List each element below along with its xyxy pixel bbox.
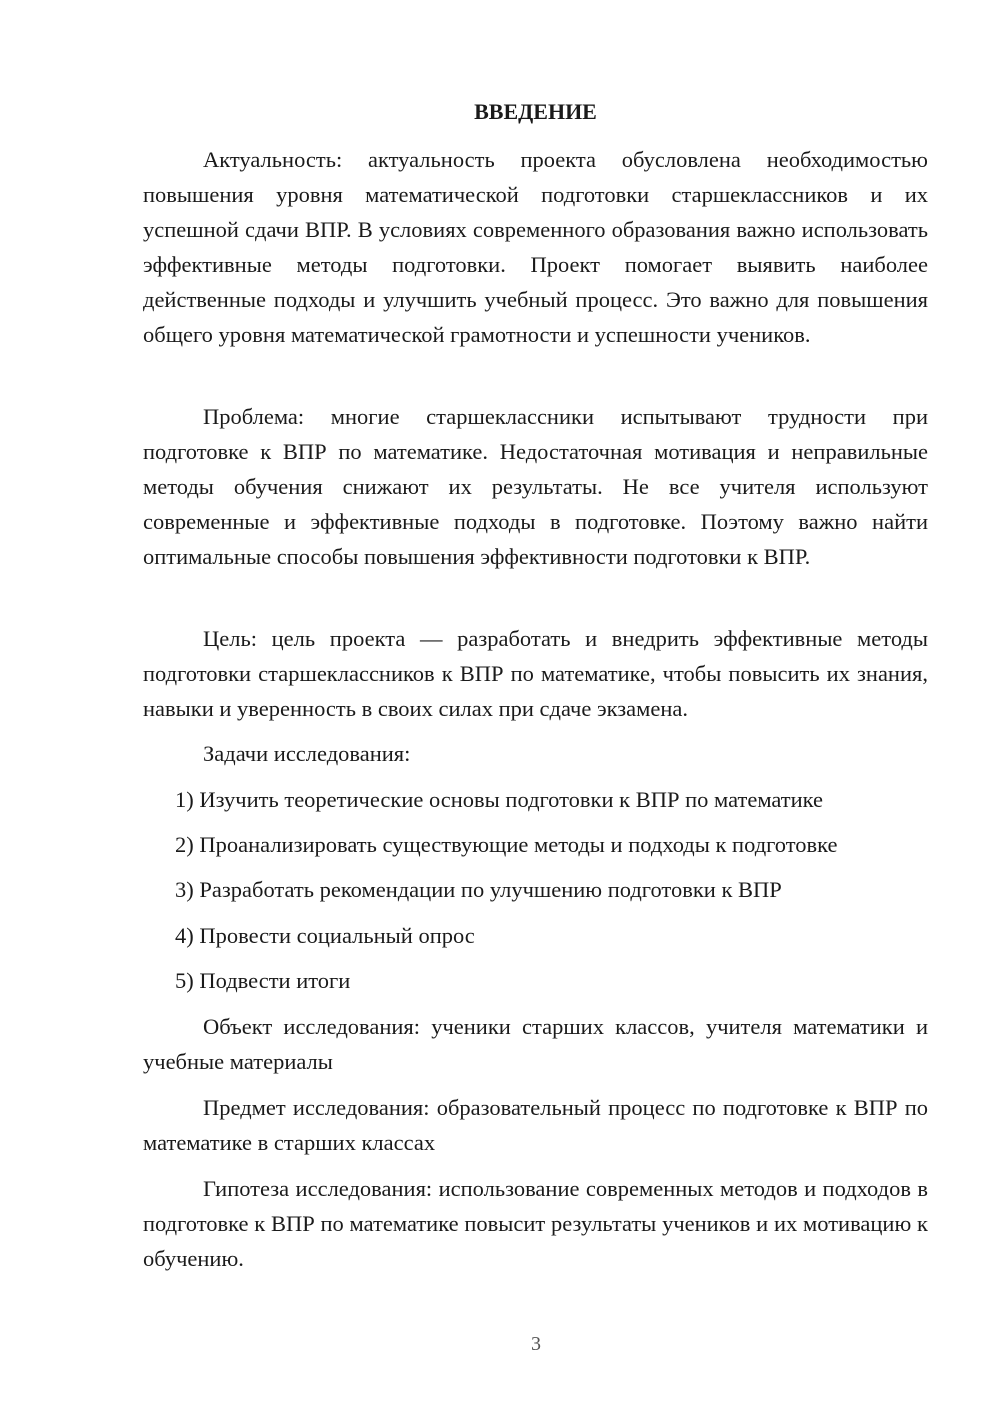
object-paragraph: Объект исследования: ученики старших классов, учителя математики и учебные материалы bbox=[143, 1014, 928, 1074]
relevance-paragraph: Актуальность: актуальность проекта обусловлена необходимостью повышения уровня математической подготовки старшеклассников и их успешной сдачи ВПР. В условиях современного образования важно использовать эффективные методы подготовки. Проект помогает выявить наиболее действенные подходы и улучшить учебный процесс. Это важно для повышения общего уровня математической грамотности и успешности учеников. bbox=[143, 147, 928, 347]
page-number: 3 bbox=[531, 1333, 541, 1355]
section-title: ВВЕДЕНИЕ bbox=[474, 99, 597, 124]
task-item: 5) Подвести итоги bbox=[175, 968, 351, 993]
hypothesis-paragraph: Гипотеза исследования: использование современных методов и подходов в подготовке к ВПР по математике повысит результаты учеников и их мотивацию к обучению. bbox=[143, 1176, 928, 1271]
goal-paragraph: Цель: цель проекта — разработать и внедрить эффективные методы подготовки старшеклассников к ВПР по математике, чтобы повысить их знания, навыки и уверенность в своих силах при сдаче экзамена. bbox=[143, 626, 928, 721]
tasks-heading: Задачи исследования: bbox=[203, 741, 411, 766]
task-item: 4) Провести социальный опрос bbox=[175, 923, 475, 948]
task-item: 3) Разработать рекомендации по улучшению подготовки к ВПР bbox=[175, 877, 782, 902]
problem-paragraph: Проблема: многие старшеклассники испытывают трудности при подготовке к ВПР по математике. Недостаточная мотивация и неправильные методы обучения снижают их результаты. Не все учителя используют современные и эффективные подходы в подготовке. Поэтому важно найти оптимальные способы повышения эффективности подготовки к ВПР. bbox=[143, 404, 928, 569]
task-item: 2) Проанализировать существующие методы и подходы к подготовке bbox=[175, 832, 838, 857]
subject-paragraph: Предмет исследования: образовательный процесс по подготовке к ВПР по математике в старших классах bbox=[143, 1095, 928, 1155]
task-item: 1) Изучить теоретические основы подготовки к ВПР по математике bbox=[175, 787, 824, 812]
